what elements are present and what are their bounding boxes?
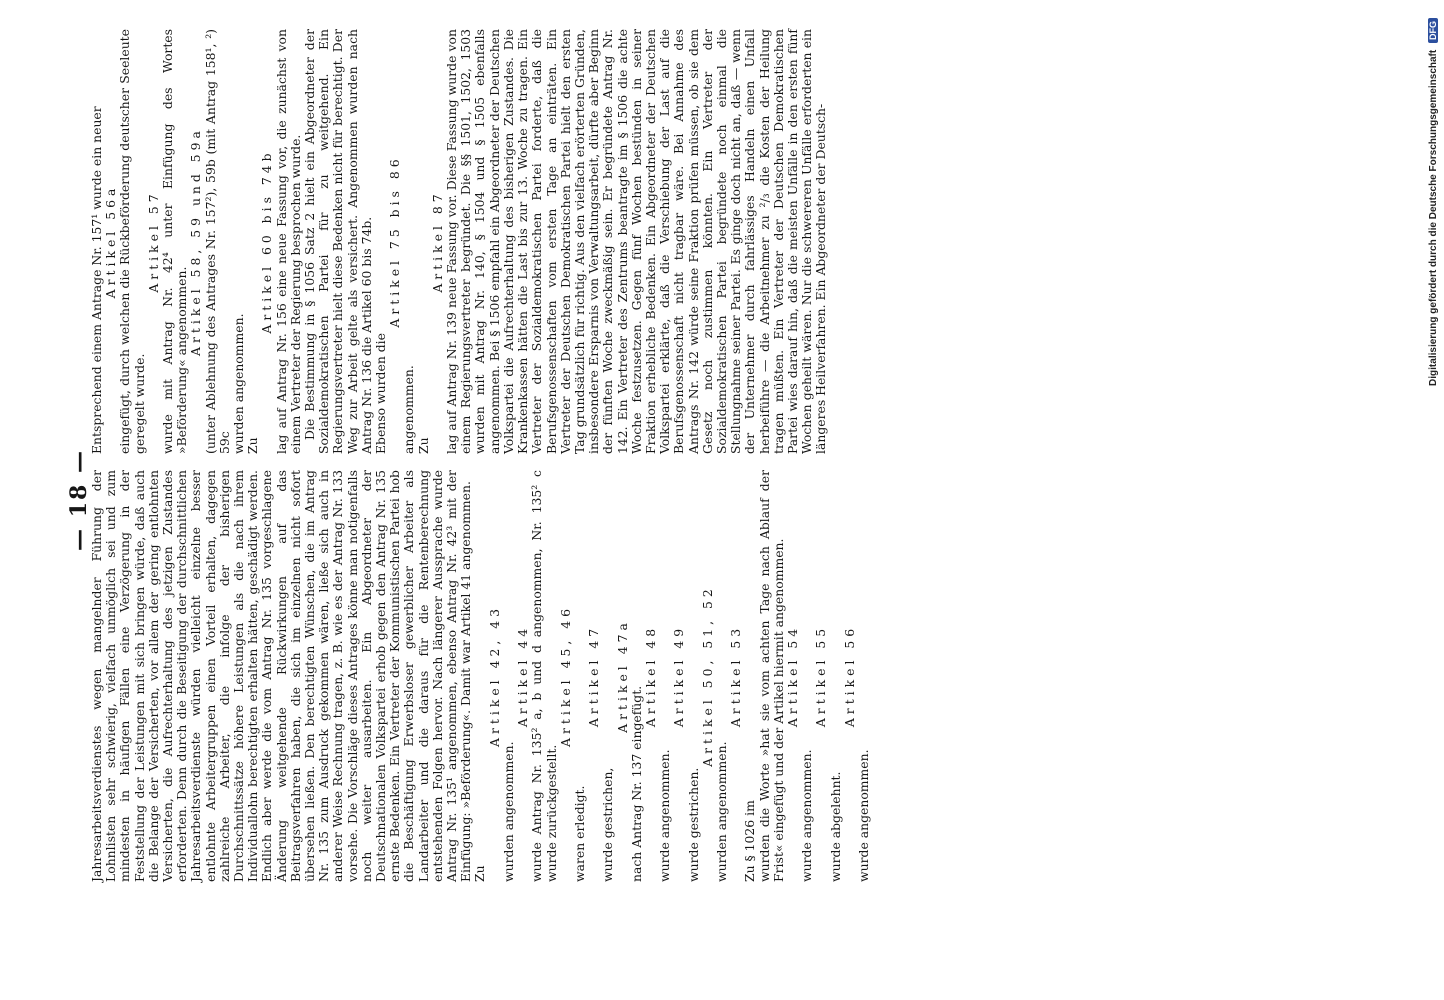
- article-heading-50-52: Artikel 50, 51, 52: [699, 585, 715, 767]
- page-number: — 18 —: [66, 449, 92, 551]
- article-text-45-46: waren erledigt.: [571, 785, 587, 882]
- article-text-50-52: wurden angenommen.: [713, 741, 729, 882]
- article-heading-58-59a: Artikel 58, 59 und 59a: [188, 127, 204, 356]
- article-text-56: wurde angenommen.: [855, 749, 871, 882]
- article-text-60-74b-discussion: Die Bestimmung in § 1056 Satz 2 hielt ein Abgeordneter der Sozialdemokratischen Partei für zu weitgehend. Ein Regierungsvertreter hielt diese Bedenken nicht für berechtigt. Der Weg zur Arbeit gelte als versichert. Angenommen wurden nach Antrag Nr. 136 die Artikel 60 bis 74b.: [302, 29, 374, 454]
- article-heading-54: Artikel 54: [784, 624, 800, 728]
- article-heading-45-46: Artikel 45, 46: [557, 605, 573, 747]
- article-text-58-59a-result: wurden angenommen.: [231, 313, 247, 454]
- zu-label: Zu: [472, 865, 488, 882]
- article-text-42-43: wurden angenommen.: [500, 741, 516, 882]
- article-heading-75-86: Artikel 75 bis 86: [387, 155, 403, 328]
- article-heading-53: Artikel 53: [728, 624, 744, 728]
- article-text-58-59a: (unter Ablehnung des Antrages Nr. 157²), 59b (mit Antrag 158¹, ²) 59c: [202, 29, 232, 454]
- article-text-60-74b: lag auf Antrag Nr. 156 eine neue Fassung vor, die zunächst von einem Vertreter der Regierung besprochen wurde.: [273, 29, 303, 454]
- article-text-44: wurde Antrag Nr. 135² a, b und d angenommen, Nr. 135² c wurde zurückgestellt.: [529, 470, 559, 882]
- article-heading-55: Artikel 55: [813, 624, 829, 728]
- article-heading-56a: Artikel 56a: [103, 184, 119, 299]
- article-text-87: lag auf Antrag Nr. 139 neue Fassung vor. Diese Fassung wurde von einem Regierungsvertreter begründet. Die §§ 1501, 1502, 1503 wurden mit Antrag Nr. 140, § 1504 und § 1505 ebenfalls angenommen. Bei § 1506 empfahl ein Abgeordneter der Deutschen Volkspartei die Aufrechterhaltung des bisherigen Zustandes. Die Krankenkassen hätten die Last bis zur 13. Woche zu tragen. Ein Vertreter der Sozialdemokratischen Partei forderte, daß die Berufsgenossenschaften vom ersten Tage an einträten. Ein Vertreter der Deutschen Demokratischen Partei hielt den ersten Tag grundsätzlich für richtig. Aus den vielfach erörterten Gründen, insbesondere Ersparnis von Verwaltungsarbeit, dürfte aber Beginn der fünften Woche zweckmäßig sein. Er begründete Antrag Nr. 142. Ein Vertreter des Zentrums beantragte im § 1506 die achte Woche festzusetzen. Gegen fünf Wochen bestünden in seiner Fraktion erhebliche Bedenken. Ein Abgeordneter der Deutschen Volkspartei erklärte, daß die Verschiebung der Last auf die Berufsgenossenschaft nicht tragbar wäre. Bei Annahme des Antrags Nr. 142 würde seine Fraktion prüfen müssen, ob sie dem Gesetz noch zustimmen könnten. Ein Vertreter der Sozialdemokratischen Partei begründete noch einmal die Stellungnahme seiner Partei. Es ginge doch nicht an, daß — wenn der Unternehmer durch fahrlässiges Handeln einen Unfall herbeiführe — die Arbeitnehmer zu ²/₃ die Kosten der Heilung tragen müßten. Ein Vertreter der Deutschen Demokratischen Partei wies darauf hin, daß die meisten Unfälle in den ersten fünf Wochen geheilt wären. Nur die schwereren Unfälle erforderten ein längeres Heilverfahren. Ein Abgeordneter der Deutsch-: [444, 29, 829, 454]
- article-heading-57: Artikel 57: [145, 190, 161, 293]
- ebenso-label: Ebenso wurden die: [373, 333, 389, 454]
- digitization-credit: [1428, 10, 1444, 990]
- article-text-55: wurde abgelehnt.: [827, 771, 843, 882]
- scanned-page: [0, 10, 1434, 990]
- article-heading-87: Artikel 87: [429, 190, 445, 293]
- article-heading-47a: Artikel 47a: [614, 619, 630, 733]
- article-heading-42-43: Artikel 42, 43: [486, 605, 502, 747]
- zu-label-2: Zu: [245, 437, 261, 454]
- article-text-49: wurde gestrichen.: [685, 767, 701, 882]
- article-text-57: wurde mit Antrag Nr. 42⁴ unter Einfügung des Wortes »Beförderung« angenommen.: [160, 29, 190, 454]
- article-text-75-86: angenommen.: [401, 365, 417, 454]
- credit-text: Digitalisierung gefördert durch die Deutsche Forschungsgemeinschaft: [1428, 49, 1439, 386]
- article-text-47a: nach Antrag Nr. 137 eingefügt.: [628, 685, 644, 882]
- right-column: [90, 29, 829, 454]
- zu-label-3: Zu: [415, 437, 431, 454]
- left-column: [90, 470, 871, 882]
- paragraph-intro-right: Entsprechend einem Antrage Nr. 157¹ wurde ein neuer: [89, 106, 104, 454]
- article-text-47: wurde gestrichen,: [600, 767, 616, 882]
- dfg-logo-icon: DFG: [1428, 18, 1438, 43]
- zu-1026-label: Zu § 1026 im: [742, 800, 758, 882]
- paragraph-intro-left: Jahresarbeitsverdienstes wegen mangelnder Führung der Lohnlisten sehr schwierig, vielfach unmöglich sei und zum mindesten in häufigen Fällen eine Verzögerung in der Feststellung der Leistungen mit sich bringen würde, daß auch die Belange der Versicherten, vor allem der gering entlohnten Versicherten, die Aufrechterhaltung des jetzigen Zustandes erforderten. Denn durch die Beseitigung der durchschnittlichen Jahresarbeitsverdienste würden vielleicht einzelne besser entlohnte Arbeitergruppen einen Vorteil erhalten, dagegen zahlreiche Arbeiter, die infolge der bisherigen Durchschnittssätze höhere Leistungen als die nach ihrem Individuallohn berechtigten erhalten hätten, geschädigt werden. Endlich aber werde die vom Antrag Nr. 135 vorgeschlagene Änderung weitgehende Rückwirkungen auf das Beitragsverfahren haben, die sich im einzelnen nicht sofort übersehen ließen. Den berechtigten Wünschen, die im Antrag Nr. 135 zum Ausdruck gekommen wären, ließe sich auch in anderer Weise Rechnung tragen, z. B. wie es der Antrag Nr. 133 vorsehe. Die Vorschläge dieses Antrages könne man notigenfalls noch weiter ausarbeiten. Ein Abgeordneter der Deutschnationalen Volkspartei erhob gegen den Antrag Nr. 135 ernste Bedenken. Ein Vertreter der Kommunistischen Partei hob die Beschäftigung Erwerbsloser gewerblicher Arbeiter als Landarbeiter und die daraus für die Rentenberechnung entstehenden Folgen hervor. Nach längerer Aussprache wurde Antrag Nr. 135¹ angenommen, ebenso Antrag Nr. 42³ mit der Einfügung: »Beförderung«. Damit war Artikel 41 angenommen.: [89, 470, 474, 882]
- article-text-54: wurde angenommen.: [799, 749, 815, 882]
- article-heading-49: Artikel 49: [671, 624, 687, 728]
- article-heading-60-74b: Artikel 60 bis 74b: [259, 149, 275, 334]
- article-text-48: wurde angenommen.: [657, 749, 673, 882]
- article-heading-44: Artikel 44: [515, 624, 531, 728]
- article-text-56a: eingefügt, durch welchen die Rückbeförderung deutscher Seeleute geregelt wurde.: [117, 29, 147, 454]
- article-heading-48: Artikel 48: [642, 624, 658, 728]
- article-text-53: wurden die Worte »hat sie vom achten Tage nach Ablauf der Frist« eingefügt und der Artikel hiermit angenommen.: [756, 470, 786, 882]
- article-heading-56: Artikel 56: [841, 624, 857, 728]
- article-heading-47: Artikel 47: [586, 624, 602, 728]
